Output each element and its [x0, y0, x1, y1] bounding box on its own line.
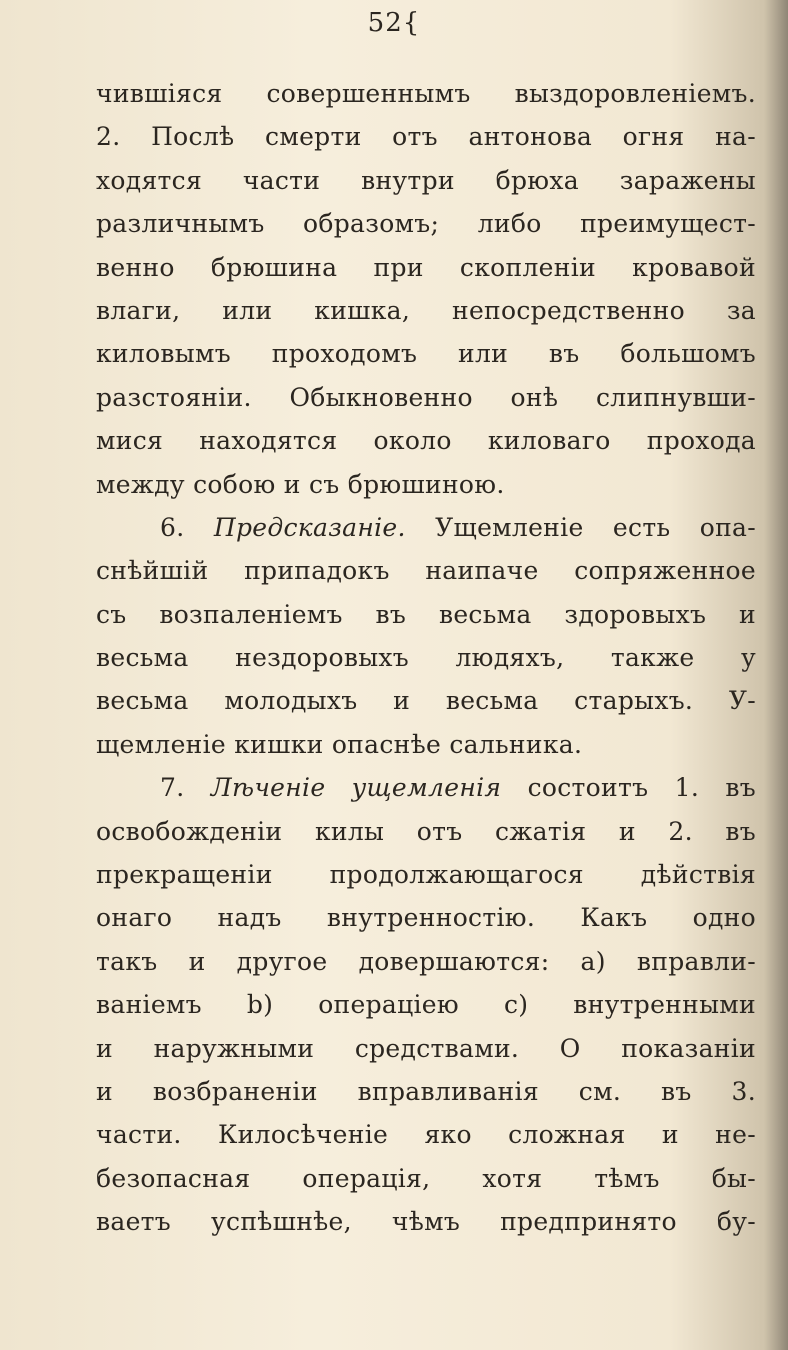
line-text: Ущемленіе есть опа- — [405, 512, 757, 542]
line-text: киловымъ проходомъ или въ большомъ — [96, 339, 756, 369]
line-text: и наружными средствами. О показаніи — [96, 1033, 756, 1063]
line-text: различнымъ образомъ; либо преимущест- — [96, 209, 756, 239]
text-line — [96, 289, 756, 332]
line-text: 2. Послѣ смерти отъ антонова огня на- — [96, 122, 756, 152]
line-text: ходятся части внутри брюха заражены — [96, 165, 756, 195]
text-line — [96, 376, 756, 419]
text-line — [96, 679, 756, 722]
text-line — [96, 246, 756, 289]
text-line — [96, 723, 756, 766]
line-text: безопасная операція, хотя тѣмъ бы- — [96, 1163, 756, 1193]
section-number: 6. — [160, 512, 214, 542]
line-text: мися находятся около киловаго прохода — [96, 426, 756, 456]
line-text: влаги, или кишка, непосредственно за — [96, 295, 756, 325]
text-line — [96, 636, 756, 679]
text-line — [96, 940, 756, 983]
text-line — [96, 853, 756, 896]
line-text: венно брюшина при скопленіи кровавой — [96, 252, 756, 282]
line-text: такъ и другое довершаются: a) вправли- — [96, 946, 756, 976]
text-line — [96, 1200, 756, 1243]
line-text: съ возпаленіемъ въ весьма здоровыхъ и — [96, 599, 756, 629]
line-text: весьма нездоровыхъ людяхъ, также у — [96, 643, 756, 673]
text-line — [96, 1070, 756, 1113]
line-text: и возбраненіи вправливанія см. въ 3. — [96, 1076, 756, 1106]
text-line — [96, 593, 756, 636]
page-number: 52{ — [367, 8, 421, 38]
line-text: освобожденіи килы отъ сжатія и 2. въ — [96, 816, 756, 846]
text-line — [96, 1157, 756, 1200]
line-text: снѣйшій припадокъ наипаче сопряженное — [96, 556, 756, 586]
line-text: ваетъ успѣшнѣе, чѣмъ предпринято бу- — [96, 1207, 756, 1237]
text-line — [96, 115, 756, 158]
text-line — [96, 506, 756, 549]
section-heading: Предсказаніе. — [213, 512, 406, 542]
text-line — [96, 419, 756, 462]
text-line — [96, 766, 756, 809]
line-text: между собою и съ брюшиною. — [96, 469, 505, 499]
text-line — [96, 1113, 756, 1156]
line-text: щемленіе кишки опаснѣе сальника. — [96, 729, 583, 759]
line-text: онаго надъ внутренностію. Какъ одно — [96, 903, 756, 933]
text-line — [96, 896, 756, 939]
text-line — [96, 549, 756, 592]
line-text: разстояніи. Обыкновенно онѣ слипнувши- — [96, 382, 756, 412]
line-text: весьма молодыхъ и весьма старыхъ. У- — [96, 686, 756, 716]
text-line — [96, 332, 756, 375]
text-line — [96, 810, 756, 853]
text-line — [96, 159, 756, 202]
text-line — [96, 983, 756, 1026]
section-number: 7. — [160, 773, 211, 803]
text-line — [96, 463, 756, 506]
line-text: ваніемъ b) операціею c) внутренными — [96, 990, 756, 1020]
section-heading: Лѣченіе ущемленія — [210, 773, 502, 803]
text-line — [96, 72, 756, 115]
line-text: состоитъ 1. въ — [501, 773, 756, 803]
line-text: прекращеніи продолжающагося дѣйствія — [96, 860, 756, 890]
line-text: чившіяся совершеннымъ выздоровленіемъ. — [96, 79, 756, 108]
line-text: части. Килосѣченіе яко сложная и не- — [96, 1120, 756, 1150]
text-block — [96, 72, 756, 1244]
text-line — [96, 1027, 756, 1070]
text-line — [96, 202, 756, 245]
